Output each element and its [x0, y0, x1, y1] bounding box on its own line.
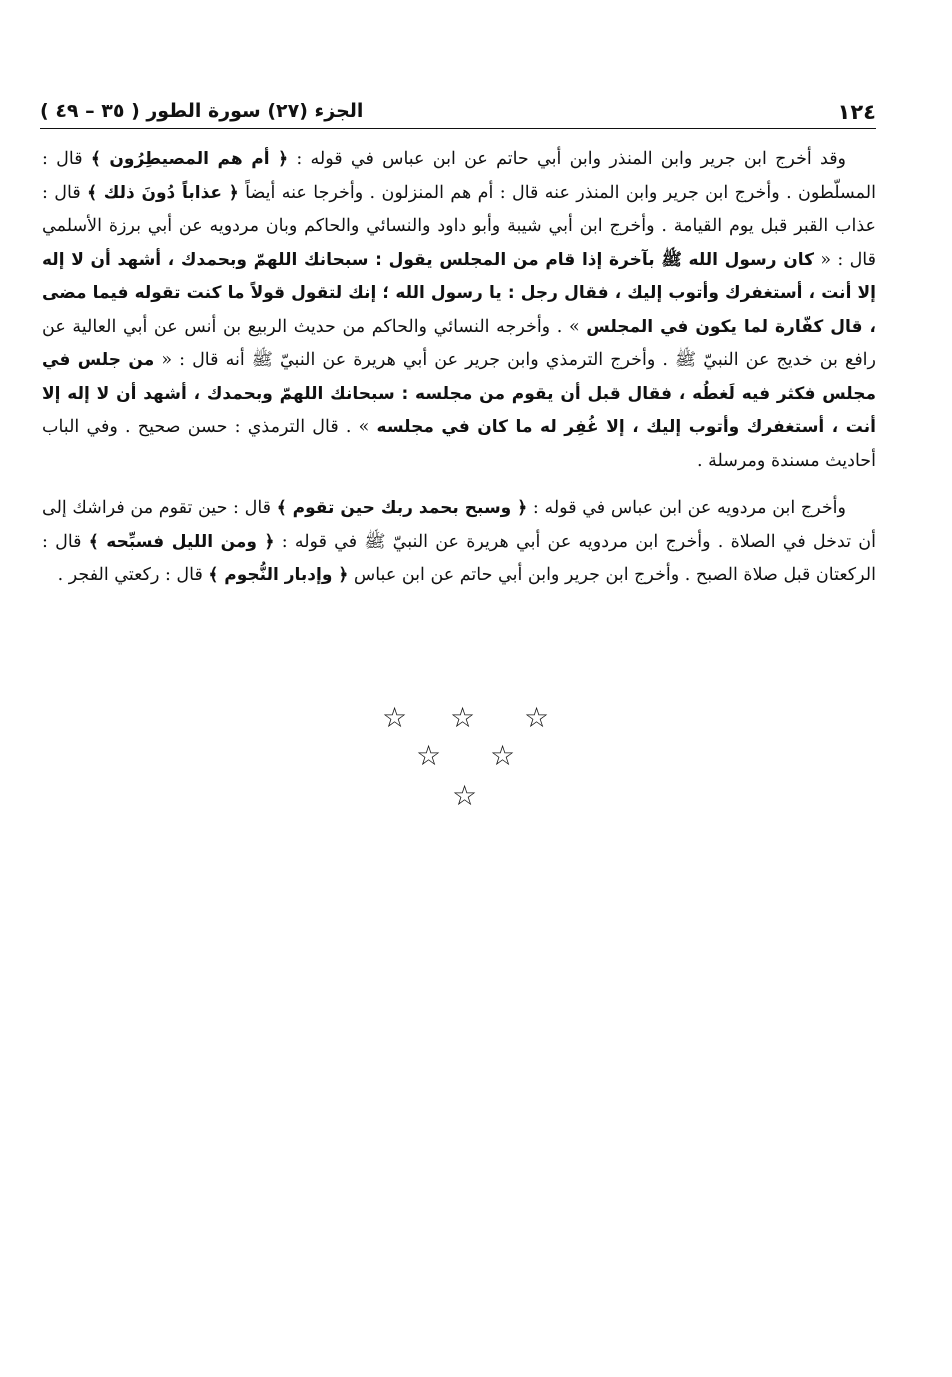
quran-quote: ﴿ ومن الليل فسبِّحه ﴾ — [88, 531, 275, 552]
quran-quote: ﴿ وسبح بحمد ربك حين تقوم ﴾ — [276, 498, 528, 518]
quran-quote: ﴿ أم هم المصيطِرُون ﴾ — [90, 149, 289, 169]
quran-quote: ﴿ عذاباً دُونَ ذلك ﴾ — [87, 182, 239, 203]
text-segment: قال : ركعتي الفجر . — [57, 565, 209, 585]
hadith-quote: كان رسول الله ﷺ بآخرة إذا قام من المجلس يقول : سبحانك اللهمّ وبحمدك ، أشهد أن لا إله إلا أنت ، أستغفرك وأتوب إليك ، فقال رجل : يا رسول الله ؛ إنك لتقول قولاً ما كنت تقوله فيما مضى ، قال كفّارة لما يكون في المجلس — [42, 249, 877, 337]
star-outline-icon: ☆ — [416, 739, 442, 772]
star-outline-icon: ☆ — [450, 701, 476, 734]
paragraph-2 — [42, 492, 876, 593]
star-outline-icon: ☆ — [490, 739, 516, 772]
star-ornament — [376, 700, 576, 820]
text-segment: وقد أخرج ابن جرير وابن المنذر وابن أبي حاتم عن ابن عباس في قوله : — [288, 149, 847, 169]
text-segment: قال : المسلّطون . وأخرج ابن جرير وابن المنذر عنه قال : أم هم المنزلون . وأخرجا عنه أيضاً — [42, 149, 876, 203]
text-segment: قال : عذاب القبر قبل يوم القيامة . وأخرج ابن أبي شيبة وأبو داود والنسائي والحاكم وبان مردويه عن أبي برزة الأسلمي قال : « — [42, 182, 876, 270]
text-segment: وأخرج ابن مردويه عن ابن عباس في قوله : — [527, 498, 846, 518]
page-header — [40, 100, 876, 129]
text-segment: » . قال الترمذي : حسن صحيح . وفي الباب أحاديث مسندة ومرسلة . — [42, 417, 876, 471]
hadith-quote: من جلس في مجلس فكثر فيه لَغطُه ، فقال قبل أن يقوم من مجلسه : سبحانك اللهمّ وبحمدك ، أشهد أن لا إله إلا أنت ، أستغفرك وأتوب إليك ، إلا غُفِر له ما كان في مجلسه — [42, 350, 876, 437]
page-number: ١٢٤ — [837, 100, 876, 124]
paragraph-1 — [42, 143, 876, 478]
text-segment: قال : الركعتان قبل صلاة الصبح . وأخرج ابن جرير وابن أبي حاتم عن ابن عباس — [42, 531, 876, 585]
text-segment: » . وأخرجه النسائي والحاكم من حديث الربيع بن أنس عن أبي العالية عن رافع بن خديج عن النبيّ ﷺ . وأخرج الترمذي وابن جرير عن أبي هريرة عن النبيّ ﷺ أنه قال : « — [42, 316, 877, 370]
star-outline-icon: ☆ — [524, 701, 550, 734]
page-body — [42, 143, 876, 593]
text-segment: قال : حين تقوم من فراشك إلى أن تدخل في الصلاة . وأخرج ابن مردويه عن أبي هريرة عن النبيّ ﷺ في قوله : — [42, 498, 876, 552]
quran-quote: ﴿ وإدبار النُّجوم ﴾ — [208, 565, 349, 585]
star-outline-icon: ☆ — [452, 779, 478, 812]
star-outline-icon: ☆ — [382, 701, 408, 734]
running-title: الجزء (٢٧) سورة الطور ( ٣٥ – ٤٩ ) — [40, 100, 364, 122]
